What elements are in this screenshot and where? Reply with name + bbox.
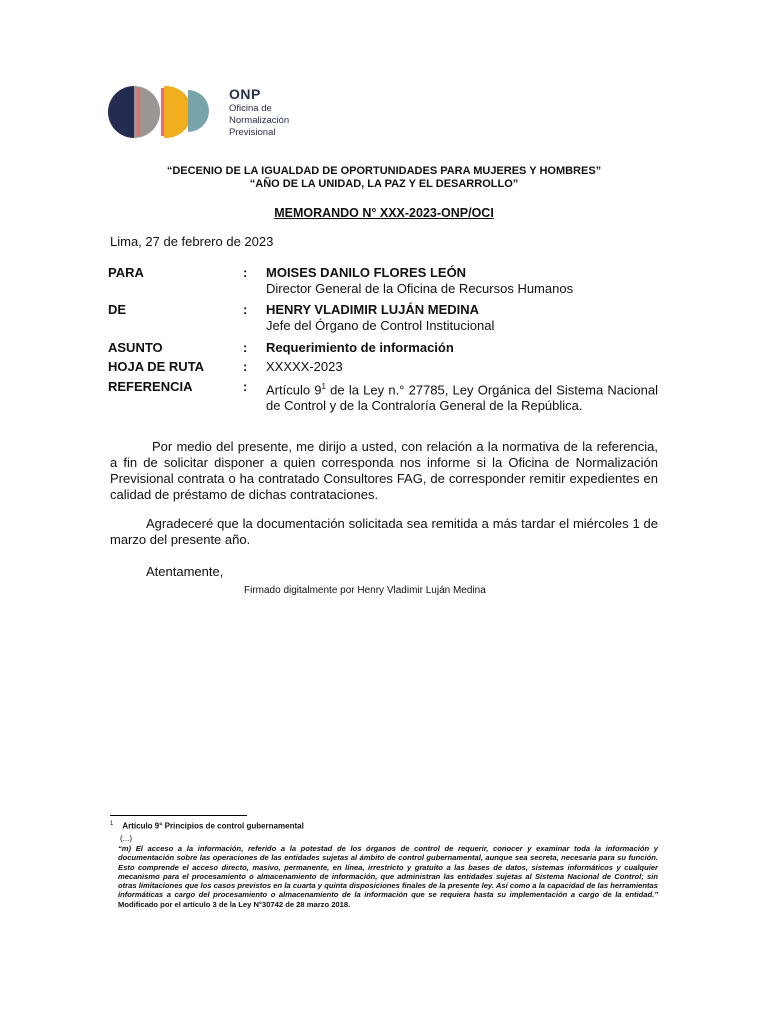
logo-line-3: Previsional — [229, 127, 276, 138]
asunto-value: Requerimiento de información — [266, 340, 454, 355]
slogan-line-2: “AÑO DE LA UNIDAD, LA PAZ Y EL DESARROLLO” — [249, 178, 519, 190]
logo-text — [229, 86, 289, 139]
footnote-separator — [110, 815, 247, 816]
logo-navy-shape — [108, 86, 134, 138]
footnote-body — [118, 844, 658, 909]
footnote-heading-text: Artículo 9° Principios de control gubernamental — [122, 821, 304, 831]
slogan-line-1: “DECENIO DE LA IGUALDAD DE OPORTUNIDADES PARA MUJERES Y HOMBRES” — [166, 165, 602, 177]
body-paragraph-1-text: Por medio del presente, me dirijo a usted, con relación a la normativa de la referencia, a fin de solicitar disponer a quien corresponda nos informe si la Oficina de Normalización Previsional contrata o ha contratado Consultores FAG, de corresponder remitir expedientes en calidad de préstamo de dichas contrataciones. — [110, 439, 658, 502]
hoja-de-ruta-value: XXXXX-2023 — [266, 359, 343, 374]
logo-line-1: Oficina de — [229, 103, 272, 114]
referencia-pre: Artículo 9 — [266, 382, 322, 398]
onp-logo-icon — [108, 86, 218, 138]
logo-teal-shape — [188, 90, 209, 132]
para-name: MOISES DANILO FLORES LEÓN — [266, 265, 467, 280]
logo-coral-band-a — [137, 88, 140, 136]
body-paragraph-2-text: Agradeceré que la documentación solicitada sea remitida a más tardar el miércoles 1 de marzo del presente año. — [110, 516, 658, 547]
label-de: DE — [108, 302, 127, 317]
memo-date: Lima, 27 de febrero de 2023 — [110, 234, 274, 249]
label-hoja-de-ruta: HOJA DE RUTA — [108, 359, 205, 374]
referencia-post: de la Ley n.° 27785, Ley Orgánica del Sistema Nacional de Control y de la Contraloría General de la República. — [266, 382, 658, 414]
logo-coral-band-b — [161, 88, 164, 136]
memo-title: MEMORANDO N° XXX-2023-ONP/OCI — [274, 206, 494, 220]
label-para: PARA — [108, 265, 144, 280]
footnote-modified: Modificado por el artículo 3 de la Ley N°30742 de 28 marzo 2018. — [118, 899, 351, 909]
label-asunto: ASUNTO — [108, 340, 163, 355]
logo-acronym: ONP — [229, 86, 261, 102]
body-paragraph-2 — [110, 516, 658, 548]
colon-de: : — [243, 302, 248, 317]
footnote-ellipsis: (...) — [120, 834, 132, 843]
logo-line-2: Normalización — [229, 115, 290, 126]
logo-yellow-shape — [164, 86, 192, 138]
colon-hoja: : — [243, 359, 248, 374]
colon-para: : — [243, 265, 248, 280]
colon-referencia: : — [243, 379, 248, 394]
de-name: HENRY VLADIMIR LUJÁN MEDINA — [266, 302, 480, 317]
colon-asunto: : — [243, 340, 248, 355]
referencia-value — [266, 379, 658, 414]
footnote-heading — [110, 821, 304, 831]
digital-signature-note: Firmado digitalmente por Henry Vladimir Luján Medina — [244, 585, 486, 596]
closing: Atentamente, — [146, 564, 224, 579]
body-paragraph-1 — [110, 439, 658, 503]
de-role: Jefe del Órgano de Control Institucional — [266, 318, 495, 333]
para-role: Director General de la Oficina de Recursos Humanos — [266, 281, 574, 296]
footnote-ref-mark: 1 — [321, 382, 326, 391]
footnote-mark: 1 — [110, 821, 114, 827]
label-referencia: REFERENCIA — [108, 379, 193, 394]
footnote-quote: “m) El acceso a la información, referido a la potestad de los órganos de control de requerir, conocer y examinar toda la información y documentación sobre las operaciones de las entidades sujetas al ámbito de control gubernamental, aunque sea secreta, necesaria para su función. Esto comprende el acceso directo, masivo, permanente, en línea, irrestricto y gratuito a las bases de datos, sistemas informáticos y cualquier mecanismo para el procesamiento o almacenamiento de información, que administran las entidades sujetas al Sistema Nacional de Control; sin otras limitaciones que los casos previstos en la cuarta y quinta disposiciones finales de la presente ley. Así como a la capacidad de las herramientas informáticas a cargo del procesamiento o almacenamiento de la información que se requiera hasta su implementación a cargo de la entidad.” — [118, 844, 658, 900]
